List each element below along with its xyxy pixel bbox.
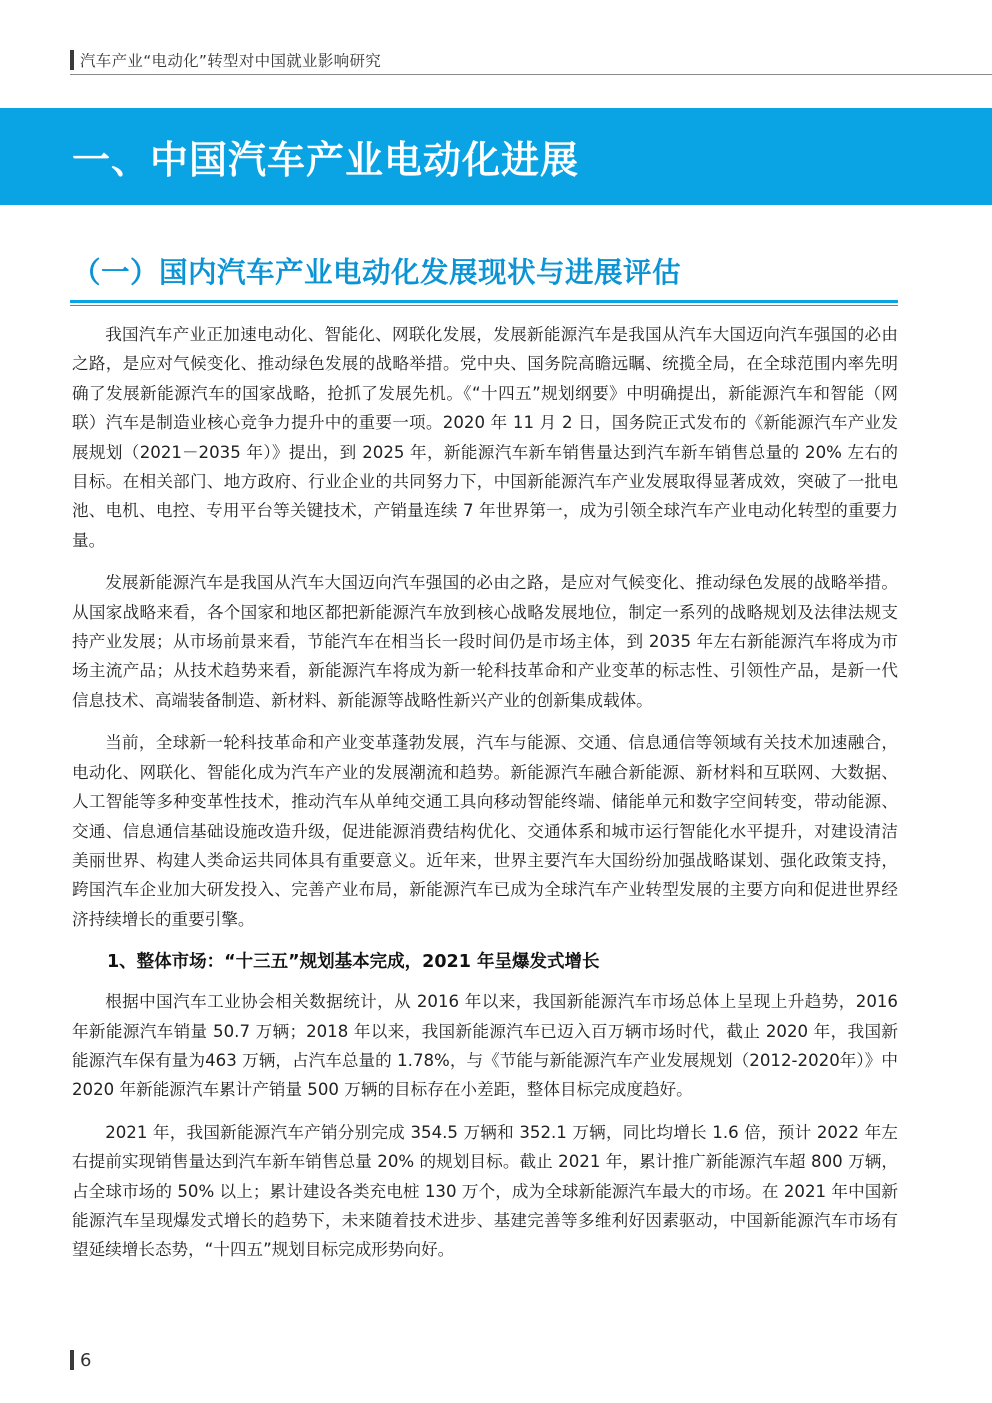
subsection-heading: 1、整体市场：“十三五”规划基本完成，2021 年呈爆发式增长 [107, 952, 600, 973]
header-divider [70, 74, 992, 75]
chapter-title: 一、中国汽车产业电动化进展 [72, 138, 580, 182]
section-title: （一）国内汽车产业电动化发展现状与进展评估 [72, 256, 682, 289]
paragraph: 当前，全球新一轮科技革命和产业变革蓬勃发展，汽车与能源、交通、信息通信等领域有关技术加速融合，电动化、网联化、智能化成为汽车产业的发展潮流和趋势。新能源汽车融合新能源、新材料和互联网、大数据、人工智能等多种变革性技术，推动汽车从单纯交通工具向移动智能终端、储能单元和数字空间转变，带动能源、交通、信息通信基础设施改造升级，促进能源消费结构优化、交通体系和城市运行智能化水平提升，对建设清洁美丽世界、构建人类命运共同体具有重要意义。近年来，世界主要汽车大国纷纷加强战略谋划、强化政策支持，跨国汽车企业加大研发投入、完善产业布局，新能源汽车已成为全球汽车产业转型发展的主要方向和促进世界经济持续增长的重要引擎。 [72, 733, 898, 929]
header-bar-mark [70, 50, 74, 70]
paragraph: 根据中国汽车工业协会相关数据统计，从 2016 年以来，我国新能源汽车市场总体上呈现上升趋势，2016 年新能源汽车销量 50.7 万辆；2018 年以来，我国新能源汽车已迈入百万辆市场时代，截止 2020 年，我国新能源汽车保有量为463 万辆，占汽车总量的 1.78%，与《节能与新能源汽车产业发展规划（2012-2020年）》中 2020 年新能源汽车累计产销量 500 万辆的目标存在小差距，整体目标完成度趋好。 [72, 992, 898, 1100]
page-number: 6 [80, 1349, 92, 1371]
footer-bar-mark [70, 1350, 74, 1370]
page-footer [70, 1347, 91, 1373]
running-header-text: 汽车产业“电动化”转型对中国就业影响研究 [80, 52, 382, 70]
paragraph: 发展新能源汽车是我国从汽车大国迈向汽车强国的必由之路，是应对气候变化、推动绿色发展的战略举措。从国家战略来看，各个国家和地区都把新能源汽车放到核心战略发展地位，制定一系列的战略规划及法律法规支持产业发展；从市场前景来看，节能汽车在相当长一段时间仍是市场主体，到 2035 年左右新能源汽车将成为市场主流产品；从技术趋势来看，新能源汽车将成为新一轮科技革命和产业变革的标志性、引领性产品，是新一代信息技术、高端装备制造、新材料、新能源等战略性新兴产业的创新集成载体。 [72, 573, 898, 710]
body-content [72, 320, 898, 1278]
section-rule [70, 300, 898, 303]
paragraph: 2021 年，我国新能源汽车产销分别完成 354.5 万辆和 352.1 万辆，同比均增长 1.6 倍，预计 2022 年左右提前实现销售量达到汽车新车销售总量 20% 的规划目标。截止 2021 年，累计推广新能源汽车超 800 万辆，占全球市场的 50% 以上；累计建设各类充电桩 130 万个，成为全球新能源汽车最大的市场。在 2021 年中国新能源汽车呈现爆发式增长的趋势下，未来随着技术进步、基建完善等多维利好因素驱动，中国新能源汽车市场有望延续增长态势，“十四五”规划目标完成形势向好。 [72, 1122, 898, 1260]
running-header [70, 48, 381, 72]
section-rule-thin [70, 305, 898, 306]
chapter-banner [0, 108, 992, 205]
paragraph: 我国汽车产业正加速电动化、智能化、网联化发展，发展新能源汽车是我国从汽车大国迈向汽车强国的必由之路，是应对气候变化、推动绿色发展的战略举措。党中央、国务院高瞻远瞩、统揽全局，在全球范围内率先明确了发展新能源汽车的国家战略，抢抓了发展先机。《“十四五”规划纲要》中明确提出，新能源汽车和智能（网联）汽车是制造业核心竞争力提升中的重要一项。2020 年 11 月 2 日，国务院正式发布的《新能源汽车产业发展规划（2021－2035 年）》提出，到 2025 年，新能源汽车新车销售量达到汽车新车销售总量的 20% 左右的目标。在相关部门、地方政府、行业企业的共同努力下，中国新能源汽车产业发展取得显著成效，突破了一批电池、电机、电控、专用平台等关键技术，产销量连续 7 年世界第一，成为引领全球汽车产业电动化转型的重要力量。 [72, 325, 898, 550]
